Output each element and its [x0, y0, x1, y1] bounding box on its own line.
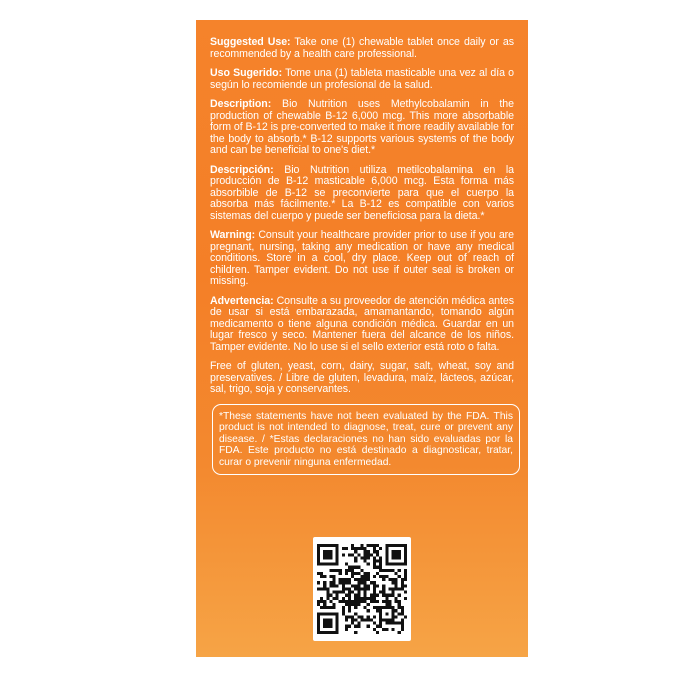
fda-disclaimer-box: [212, 404, 520, 476]
suggested-use-text: Take one (1) chewable tablet once daily or as recommended by a health care professional.: [210, 36, 515, 60]
qr-code[interactable]: [313, 537, 411, 641]
warning-heading: Warning:: [210, 229, 256, 241]
descripcion-heading: Descripción:: [210, 163, 274, 176]
description-paragraph: [210, 99, 514, 157]
fda-disclaimer-text: *These statements have not been evaluated by the FDA. This product is not intended to diagnose, treat, cure or prevent any disease. / *Estas declaraciones no han sido evaluadas por la FDA. Este producto no está destinado a diagnosticar, tratar, curar o prevenir ninguna enfermedad.: [219, 410, 513, 468]
suggested-use-paragraph: [210, 37, 514, 60]
uso-sugerido-text: Tome una (1) tableta masticable una vez al día o según lo recomiende un profesional de la salud.: [210, 67, 514, 91]
descripcion-paragraph: [210, 165, 514, 223]
description-heading: Description:: [210, 98, 272, 110]
descripcion-text: Bio Nutrition utiliza metilcobalamina en la producción de B-12 masticable 6,000 mcg. Esta forma más absorbible de B-12 se preconvierte para que el cuerpo la absorba más fácilmente.* La B-12 es compatible con varios sistemas del cuerpo y puede ser beneficiosa para la dieta.*: [210, 163, 514, 222]
qr-code-icon: [317, 544, 407, 634]
uso-sugerido-heading: Uso Sugerido:: [210, 67, 283, 79]
warning-text: Consult your healthcare provider prior to use if you are pregnant, nursing, taking any medication or have any medical conditions. Store in a cool, dry place. Keep out of reach of children. Tamper evident. Do not use if outer seal is broken or missing.: [210, 229, 514, 287]
suggested-use-heading: Suggested Use:: [210, 36, 291, 48]
free-of-paragraph: Free of gluten, yeast, corn, dairy, sugar, salt, wheat, soy and preservatives. / Libre de gluten, levadura, maíz, lácteos, azúcar, sal, trigo, soja y conservantes.: [210, 360, 514, 395]
supplement-label-panel: [196, 20, 528, 657]
advertencia-text: Consulte a su proveedor de atención médica antes de usar si está embarazada, amamantando, tomando algún medicamento o tiene alguna condición médica. Guardar en un lugar fresco y seco. Mantener fuera del alcance de los niños. Tamper evidente. No lo use si el sello exterior está roto o falta.: [210, 294, 514, 353]
warning-paragraph: [210, 230, 514, 288]
advertencia-paragraph: [210, 296, 514, 354]
description-text: Bio Nutrition uses Methylcobalamin in the production of chewable B-12 6,000 mcg. This more absorbable form of B-12 is pre-converted to make it more readily available for the body to absorb.* B-12 supports various systems of the body and can be beneficial to one's diet.*: [210, 98, 514, 156]
advertencia-heading: Advertencia:: [210, 294, 274, 307]
uso-sugerido-paragraph: [210, 68, 514, 91]
